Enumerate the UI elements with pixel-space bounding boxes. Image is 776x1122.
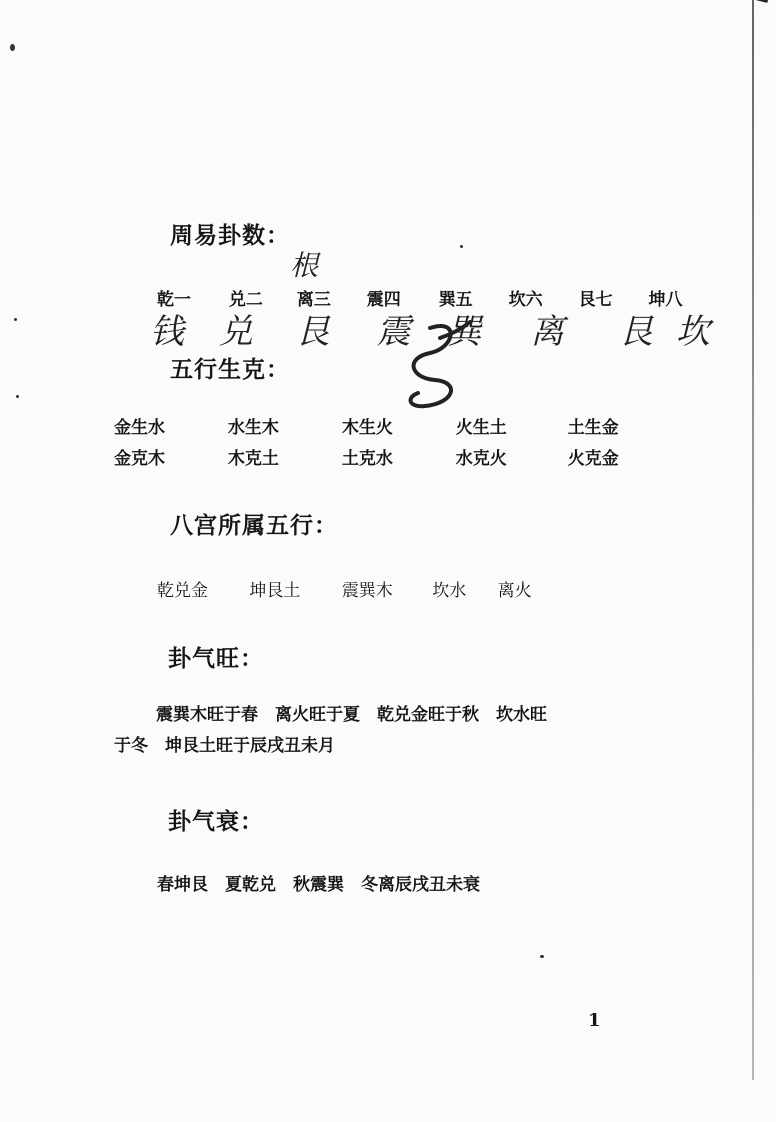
gua-number-item: 离三 [296, 290, 331, 310]
bagong-item: 坤艮土 [249, 581, 301, 601]
gua-number-item: 乾一 [157, 290, 191, 310]
bagong-heading: 八宫所属五行： [170, 513, 338, 539]
wuxing-ke-item: 木克土 [227, 449, 279, 469]
wuxing-sheng-item: 水生木 [227, 418, 279, 438]
page-edge-shadow [752, 0, 754, 1080]
wuxing-sheng-item: 金生水 [114, 418, 165, 438]
page-number: 1 [588, 1010, 601, 1031]
handwritten-char: 艮 [618, 312, 653, 352]
gua-number-item: 坎六 [508, 290, 543, 310]
wuxing-sheng-item: 土生金 [567, 418, 619, 438]
guaqi-shuai-text: 春坤艮 夏乾兑 秋震巽 冬离辰戌丑未衰 [157, 875, 480, 895]
wuxing-ke-row [114, 444, 619, 469]
gua-number-item: 艮七 [578, 290, 613, 310]
gua-number-item: 兑二 [228, 290, 263, 310]
gua-number-item: 坤八 [648, 290, 683, 310]
handwritten-note-above: 根 [290, 249, 319, 282]
handwritten-char: 震 [376, 312, 411, 352]
handwritten-char: 离 [530, 312, 565, 352]
wuxing-ke-item: 金克木 [114, 449, 165, 469]
bagong-item: 震巽木 [341, 581, 393, 601]
handwritten-char: 坎 [675, 312, 710, 352]
wuxing-heading: 五行生克： [170, 357, 290, 383]
bagong-item: 坎水 [432, 581, 467, 601]
handwritten-char: 钱 [150, 312, 184, 352]
guaqi-wang-text [114, 700, 674, 762]
ink-speck [16, 395, 19, 398]
bagong-row [157, 576, 532, 601]
ink-speck [540, 955, 544, 958]
wuxing-sheng-item: 木生火 [341, 418, 393, 438]
handwritten-char: 艮 [295, 312, 330, 352]
gua-number-item: 震四 [366, 290, 401, 310]
bagong-item: 离火 [497, 581, 532, 601]
ink-speck [10, 44, 15, 51]
wuxing-ke-item: 土克水 [341, 449, 393, 469]
handwritten-char: 巽 [447, 312, 482, 352]
gua-numbers-heading: 周易卦数： [170, 223, 290, 249]
wuxing-ke-item: 火克金 [567, 449, 619, 469]
handwritten-char: 兑 [218, 312, 253, 352]
guaqi-shuai-heading: 卦气衰： [168, 809, 264, 835]
bagong-item: 乾兑金 [157, 581, 208, 601]
ink-speck [460, 245, 463, 248]
wuxing-sheng-row [114, 413, 619, 438]
wuxing-ke-item: 水克火 [455, 449, 507, 469]
guaqi-wang-line2: 于冬 坤艮土旺于辰戌丑未月 [114, 736, 335, 756]
ink-speck [14, 318, 17, 321]
guaqi-wang-heading: 卦气旺： [168, 646, 264, 672]
guaqi-wang-line1: 震巽木旺于春 离火旺于夏 乾兑金旺于秋 坎水旺 [156, 705, 547, 725]
wuxing-sheng-item: 火生土 [455, 418, 507, 438]
handwritten-squiggle [400, 318, 480, 418]
gua-number-item: 巽五 [438, 290, 473, 310]
